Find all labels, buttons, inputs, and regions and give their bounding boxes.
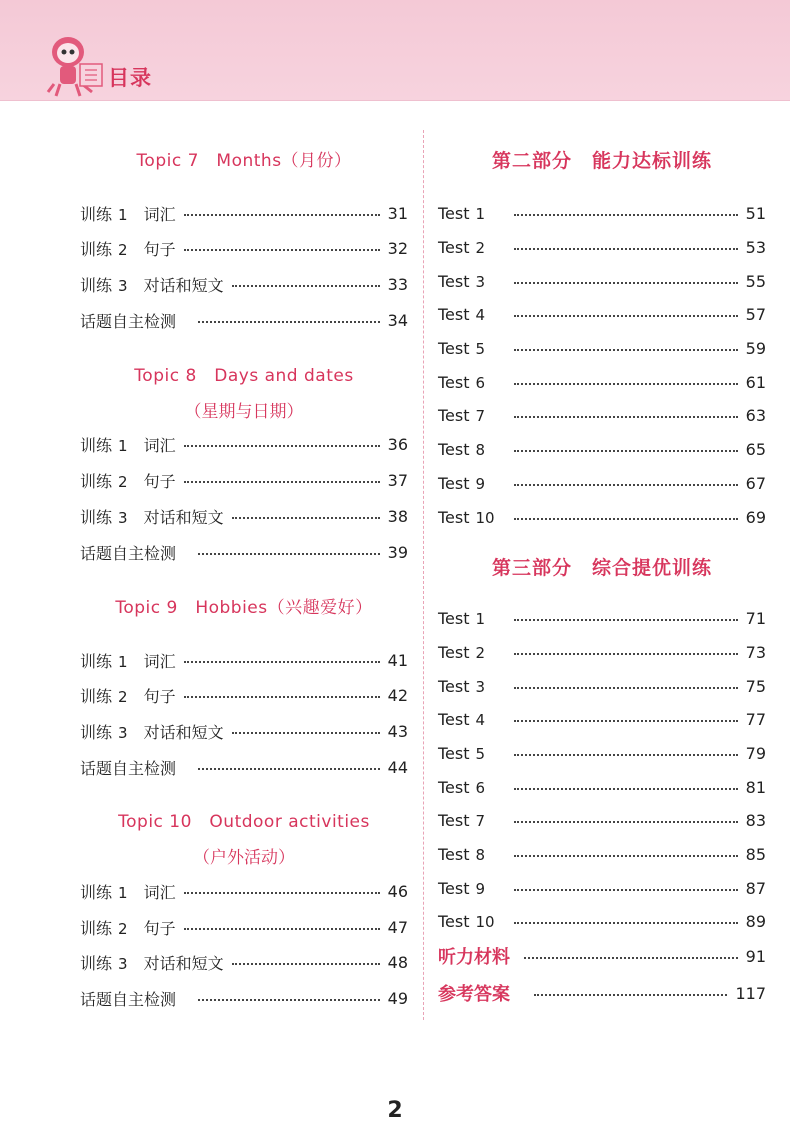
entry-number: 2 <box>118 687 128 706</box>
leader-dots <box>184 661 380 663</box>
toc-entry[interactable] <box>438 336 766 360</box>
entry-number: 2 <box>475 643 486 662</box>
toc-entry-answers[interactable] <box>438 981 766 1005</box>
entry-title: 对话和短文 <box>143 275 224 295</box>
page-ref: 79 <box>745 743 766 763</box>
leader-dots <box>514 619 738 621</box>
toc-entry[interactable] <box>80 272 408 296</box>
entry-number: 1 <box>475 204 486 223</box>
entry-number: 7 <box>475 406 486 425</box>
entry-label: Test <box>438 810 470 830</box>
page-ref: 44 <box>387 757 408 777</box>
leader-dots <box>232 963 380 965</box>
entry-label: 话题自主检测 <box>80 758 177 778</box>
leader-dots <box>184 481 380 483</box>
page-ref: 69 <box>745 507 766 527</box>
page-ref: 73 <box>745 642 766 662</box>
leader-dots <box>232 285 380 287</box>
entry-title: 词汇 <box>143 882 176 902</box>
entry-label: Test <box>438 844 470 864</box>
leader-dots <box>514 518 738 520</box>
topic-title: Topic 9 Hobbies（兴趣爱好） <box>115 598 373 618</box>
toc-entry[interactable] <box>438 437 766 461</box>
page-ref: 33 <box>387 274 408 294</box>
entry-label: Test <box>438 743 470 763</box>
entry-number: 2 <box>118 240 128 259</box>
entry-label: Test <box>438 338 470 358</box>
page-ref: 46 <box>387 881 408 901</box>
entry-number: 1 <box>475 609 486 628</box>
entry-number: 5 <box>475 744 486 763</box>
entry-label: Test <box>438 507 470 527</box>
leader-dots <box>198 553 380 555</box>
leader-dots <box>514 720 738 722</box>
leader-dots <box>184 445 380 447</box>
toc-entry[interactable] <box>438 842 766 866</box>
entry-label: Test <box>438 473 470 493</box>
toc-entry[interactable] <box>438 741 766 765</box>
page-ref: 55 <box>745 271 766 291</box>
entry-number: 3 <box>118 954 128 973</box>
mascot-logo <box>40 30 110 98</box>
entry-title: 词汇 <box>143 204 176 224</box>
toc-entry[interactable] <box>80 468 408 492</box>
entry-number: 10 <box>475 912 495 931</box>
page-number: 2 <box>387 1098 403 1123</box>
leader-dots <box>514 788 738 790</box>
entry-number: 3 <box>118 723 128 742</box>
leader-dots <box>514 383 738 385</box>
leader-dots <box>184 928 380 930</box>
leader-dots <box>514 855 738 857</box>
page-ref: 38 <box>387 506 408 526</box>
entry-number: 1 <box>118 205 128 224</box>
header-title: 目录 <box>108 66 152 90</box>
page-ref: 91 <box>745 946 766 966</box>
entry-label: Test <box>438 608 470 628</box>
toc-entry[interactable] <box>80 719 408 743</box>
topic-title: Topic 7 Months（月份） <box>136 151 352 171</box>
toc-entry[interactable] <box>438 674 766 698</box>
entry-number: 3 <box>118 508 128 527</box>
entry-label: 训练 <box>80 651 113 671</box>
entry-number: 7 <box>475 811 486 830</box>
leader-dots <box>198 321 380 323</box>
toc-entry[interactable] <box>80 755 408 779</box>
entry-title: 句子 <box>143 686 176 706</box>
leader-dots <box>198 768 380 770</box>
leader-dots <box>184 214 380 216</box>
toc-entry[interactable] <box>438 808 766 832</box>
entry-label: 话题自主检测 <box>80 311 177 331</box>
entry-number: 4 <box>475 305 486 324</box>
entry-number: 10 <box>475 508 495 527</box>
page-ref: 77 <box>745 709 766 729</box>
leader-dots <box>514 450 738 452</box>
page-ref: 31 <box>387 203 408 223</box>
header-band <box>0 0 790 101</box>
entry-number: 9 <box>475 474 486 493</box>
page-ref: 39 <box>387 542 408 562</box>
leader-dots <box>514 484 738 486</box>
entry-number: 1 <box>118 883 128 902</box>
page-ref: 42 <box>387 685 408 705</box>
toc-entry[interactable] <box>438 370 766 394</box>
entry-label: 训练 <box>80 918 113 938</box>
toc-entry[interactable] <box>438 269 766 293</box>
topic-title: Topic 8 Days and dates <box>134 366 354 386</box>
entry-label: 训练 <box>80 204 113 224</box>
toc-entry[interactable] <box>80 986 408 1010</box>
toc-entry-listening[interactable] <box>438 944 766 968</box>
entry-title: 句子 <box>143 239 176 259</box>
leader-dots <box>514 214 738 216</box>
page-ref: 75 <box>745 676 766 696</box>
entry-number: 6 <box>475 778 486 797</box>
entry-label: 话题自主检测 <box>80 989 177 1009</box>
topic-subtitle: （户外活动） <box>193 848 295 868</box>
entry-label: Test <box>438 203 470 223</box>
entry-label: Test <box>438 372 470 392</box>
entry-label: Test <box>438 709 470 729</box>
leader-dots <box>184 892 380 894</box>
leader-dots <box>514 248 738 250</box>
entry-number: 6 <box>475 373 486 392</box>
entry-title: 对话和短文 <box>143 953 224 973</box>
toc-entry[interactable] <box>438 201 766 225</box>
page-ref: 41 <box>387 650 408 670</box>
leader-dots <box>514 315 738 317</box>
entry-number: 3 <box>475 677 486 696</box>
toc-entry[interactable] <box>80 308 408 332</box>
entry-label: 训练 <box>80 507 113 527</box>
toc-entry[interactable] <box>438 876 766 900</box>
entry-label: 训练 <box>80 686 113 706</box>
entry-number: 8 <box>475 845 486 864</box>
page-ref: 71 <box>745 608 766 628</box>
page-ref: 48 <box>387 952 408 972</box>
leader-dots <box>514 653 738 655</box>
topic-subtitle: （星期与日期） <box>184 402 304 422</box>
entry-label: 训练 <box>80 435 113 455</box>
entry-title: 词汇 <box>143 435 176 455</box>
page-ref: 85 <box>745 844 766 864</box>
toc-entry[interactable] <box>80 432 408 456</box>
entry-label: 训练 <box>80 953 113 973</box>
toc-entry[interactable] <box>80 648 408 672</box>
entry-label: 参考答案 <box>438 984 510 1005</box>
page-ref: 51 <box>745 203 766 223</box>
toc-entry[interactable] <box>80 915 408 939</box>
page-ref: 87 <box>745 878 766 898</box>
toc-entry[interactable] <box>80 540 408 564</box>
toc-entry[interactable] <box>80 879 408 903</box>
entry-label: Test <box>438 676 470 696</box>
leader-dots <box>514 349 738 351</box>
entry-label: Test <box>438 878 470 898</box>
toc-entry[interactable] <box>438 909 766 933</box>
toc-entry[interactable] <box>80 201 408 225</box>
entry-number: 1 <box>118 652 128 671</box>
toc-entry[interactable] <box>80 950 408 974</box>
leader-dots <box>514 687 738 689</box>
page-ref: 49 <box>387 988 408 1008</box>
page-ref: 43 <box>387 721 408 741</box>
topic-title: Topic 10 Outdoor activities <box>118 812 370 832</box>
page-ref: 36 <box>387 434 408 454</box>
section-heading: 第三部分 综合提优训练 <box>491 557 712 579</box>
toc-entry[interactable] <box>438 707 766 731</box>
entry-label: 话题自主检测 <box>80 543 177 563</box>
page-ref: 32 <box>387 238 408 258</box>
toc-entry[interactable] <box>438 505 766 529</box>
entry-label: Test <box>438 911 470 931</box>
section-heading: 第二部分 能力达标训练 <box>491 150 712 172</box>
leader-dots <box>184 249 380 251</box>
leader-dots <box>514 416 738 418</box>
entry-label: 训练 <box>80 275 113 295</box>
entry-label: Test <box>438 439 470 459</box>
page-ref: 34 <box>387 310 408 330</box>
page-ref: 53 <box>745 237 766 257</box>
leader-dots <box>534 994 727 996</box>
leader-dots <box>514 922 738 924</box>
leader-dots <box>232 517 380 519</box>
entry-label: 训练 <box>80 722 113 742</box>
entry-number: 2 <box>118 472 128 491</box>
leader-dots <box>514 754 738 756</box>
entry-label: Test <box>438 777 470 797</box>
leader-dots <box>232 732 380 734</box>
entry-label: 训练 <box>80 471 113 491</box>
entry-label: Test <box>438 642 470 662</box>
leader-dots <box>514 821 738 823</box>
page-ref: 67 <box>745 473 766 493</box>
page-ref: 65 <box>745 439 766 459</box>
page-ref: 83 <box>745 810 766 830</box>
column-divider <box>423 130 424 1020</box>
entry-number: 4 <box>475 710 486 729</box>
leader-dots <box>184 696 380 698</box>
page-ref: 59 <box>745 338 766 358</box>
page-ref: 117 <box>735 983 766 1003</box>
toc-entry[interactable] <box>438 403 766 427</box>
leader-dots <box>514 889 738 891</box>
entry-number: 5 <box>475 339 486 358</box>
entry-number: 3 <box>475 272 486 291</box>
toc-entry[interactable] <box>438 775 766 799</box>
entry-title: 对话和短文 <box>143 507 224 527</box>
entry-number: 2 <box>475 238 486 257</box>
entry-label: 训练 <box>80 882 113 902</box>
entry-number: 2 <box>118 919 128 938</box>
page-ref: 57 <box>745 304 766 324</box>
entry-number: 8 <box>475 440 486 459</box>
page-ref: 89 <box>745 911 766 931</box>
toc-entry[interactable] <box>438 471 766 495</box>
entry-title: 句子 <box>143 918 176 938</box>
entry-label: Test <box>438 405 470 425</box>
toc-entry[interactable] <box>438 640 766 664</box>
entry-label: 训练 <box>80 239 113 259</box>
entry-number: 9 <box>475 879 486 898</box>
entry-title: 对话和短文 <box>143 722 224 742</box>
entry-label: Test <box>438 271 470 291</box>
entry-label: Test <box>438 304 470 324</box>
page-ref: 47 <box>387 917 408 937</box>
page-ref: 61 <box>745 372 766 392</box>
leader-dots <box>514 282 738 284</box>
toc-entry[interactable] <box>80 236 408 260</box>
toc-entry[interactable] <box>80 504 408 528</box>
page-ref: 37 <box>387 470 408 490</box>
entry-title: 词汇 <box>143 651 176 671</box>
entry-label: Test <box>438 237 470 257</box>
entry-title: 句子 <box>143 471 176 491</box>
toc-entry[interactable] <box>438 235 766 259</box>
leader-dots <box>524 957 738 959</box>
entry-number: 3 <box>118 276 128 295</box>
page-ref: 63 <box>745 405 766 425</box>
page-ref: 81 <box>745 777 766 797</box>
entry-number: 1 <box>118 436 128 455</box>
toc-entry[interactable] <box>80 683 408 707</box>
toc-entry[interactable] <box>438 302 766 326</box>
leader-dots <box>198 999 380 1001</box>
entry-label: 听力材料 <box>438 947 510 968</box>
toc-entry[interactable] <box>438 606 766 630</box>
